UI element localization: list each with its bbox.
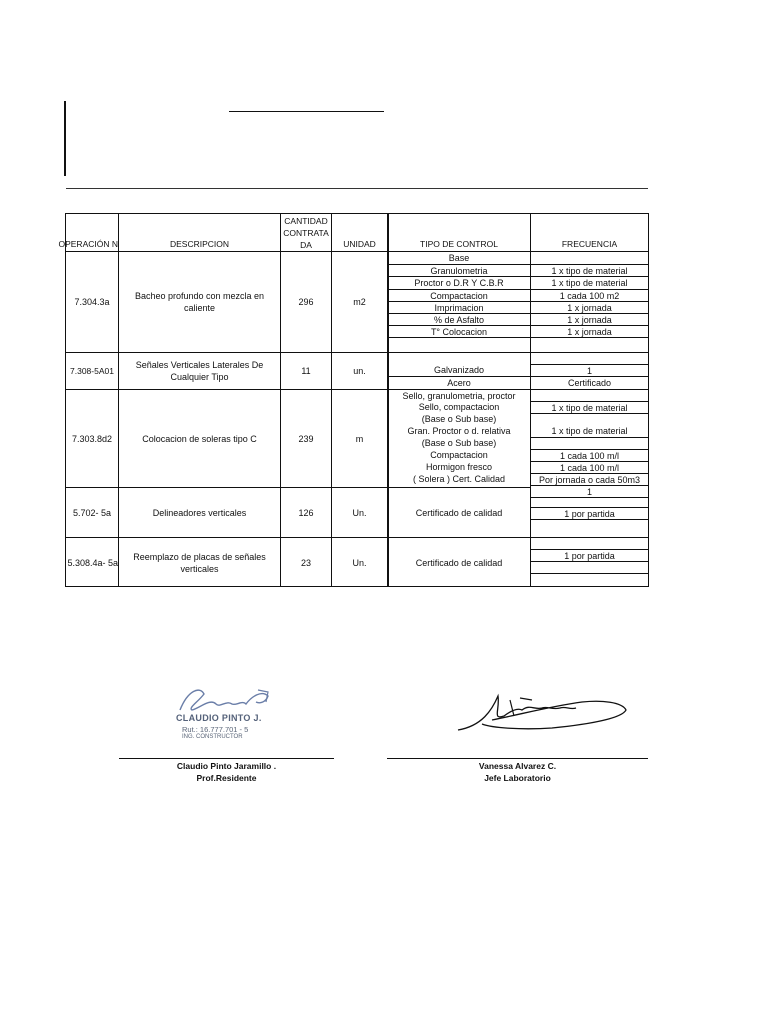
header-descripcion: DESCRIPCION [119,214,280,252]
left-signer-name: Claudio Pinto Jaramillo . [176,761,277,771]
tipo-control-cell: Base [448,253,470,263]
frecuencia-cell: 1 [531,485,648,497]
tipo-control-cell: Sello, granulometria, proctor [388,389,530,401]
header-cantidad-line: CANTIDAD [284,215,328,226]
left-signature-scribble [180,690,268,710]
descripcion-cell: Reemplazo de placas de señales verticales [119,537,280,588]
right-signer-name: Vanessa Alvarez C. [478,761,557,771]
left-signature-line [119,758,334,759]
tipo-control-cell: (Base o Sub base) [421,438,497,448]
operacion-cell: 7.304.3a [74,297,110,307]
frecuencia-empty [531,389,648,401]
frecuencia-cell: 1 x tipo de material [531,264,648,276]
header-cantidad-line: CONTRATA [283,227,329,238]
cantidad-column [280,213,332,587]
descripcion-cell: Bacheo profundo con mezcla en caliente [134,291,265,313]
frecuencia-cell: 1 x jornada [531,313,648,325]
unidad-cell: Un. [332,487,387,537]
descripcion-column [118,213,281,587]
frecuencia-empty [531,337,648,349]
frecuencia-empty [531,352,648,364]
operacion-column [58,213,119,587]
tipo-control-empty [388,352,530,364]
tipo-control-cell: Certificado de calidad [388,487,530,537]
tipo-control-cell: Galvanizado [433,365,485,375]
frecuencia-cell: 1 cada 100 m/l [531,449,648,461]
tipo-control-cell: T° Colocacion [388,325,530,337]
tipo-control-cell: Certificado de calidad [388,537,530,588]
frecuencia-cell: 1 x tipo de material [531,276,648,289]
operacion-cell: 7.303.8d2 [66,389,118,487]
tipo-control-cell: Gran. Proctor o d. relativa [407,426,511,436]
frecuencia-cell: 1 por partida [531,507,648,519]
right-signature [452,680,642,750]
unidad-column [331,213,388,587]
cantidad-cell: 11 [281,352,331,389]
frecuencia-cell: 1 x tipo de material [531,401,648,413]
frecuencia-column [530,213,649,587]
frecuencia-cell: 1 x jornada [531,325,648,337]
tipo-control-empty [388,337,530,349]
frecuencia-cell: 1 x jornada [531,301,648,313]
header-cantidad [281,214,331,252]
frecuencia-cell: 1 [531,364,648,376]
title-underline [229,111,384,112]
frecuencia-empty [531,537,648,549]
stamp-title: ING. CONSTRUCTOR [182,734,243,740]
tipo-control-cell: % de Asfalto [388,313,530,325]
tipo-control-cell: Proctor o D.R Y C.B.R [388,276,530,289]
operacion-cell: 7.308-5A01 [66,352,118,389]
unidad-cell: Un. [332,537,387,588]
header-frecuencia: FRECUENCIA [531,214,648,252]
cantidad-cell: 239 [281,389,331,487]
unidad-cell: un. [332,352,387,389]
stamp-name: CLAUDIO PINTO J. [176,713,262,723]
left-margin-bar [64,101,66,176]
cantidad-cell: 23 [281,537,331,588]
tipo-control-cell: Acero [388,376,530,389]
tipo-control-cell: Compactacion [430,450,488,460]
right-signature-scribble [458,696,626,730]
unidad-cell: m [332,389,387,487]
tipo-control-cell: Compactacion [388,289,530,301]
tipo-control-cell: Hormigon fresco [425,462,493,472]
header-unidad: UNIDAD [332,214,387,252]
header-divider [66,188,648,189]
frecuencia-cell: Por jornada o cada 50m3 [531,473,648,485]
operacion-cell: 5.702- 5a [66,487,118,537]
header-tipo-control: TIPO DE CONTROL [388,214,530,252]
descripcion-cell: Delineadores verticales [119,487,280,537]
unidad-cell: m2 [353,297,366,307]
tipo-control-cell: Imprimacion [388,301,530,313]
tipo-control-column [387,213,531,587]
header-operacion: OPERACIÓN N [66,214,118,252]
left-signer-role: Prof.Residente [196,773,257,783]
frecuencia-cell: 1 cada 100 m/l [531,461,648,473]
frecuencia-empty [531,252,648,264]
stamp-rut: Rut.: 16.777.701 - 5 [182,725,249,734]
cantidad-cell: 296 [298,297,314,307]
frecuencia-cell: 1 cada 100 m2 [531,289,648,301]
right-signature-line [387,758,648,759]
right-signer-role: Jefe Laboratorio [484,773,551,783]
frecuencia-empty [531,573,648,588]
descripcion-cell: Señales Verticales Laterales De Cualquier Tipo [119,352,280,389]
frecuencia-empty [531,413,648,425]
frecuencia-cell: 1 x tipo de material [551,426,628,436]
descripcion-cell: Colocacion de soleras tipo C [119,389,280,487]
tipo-control-cell: Granulometria [388,264,530,276]
frecuencia-cell: Certificado [531,376,648,389]
header-cantidad-line: DA [300,239,312,250]
frecuencia-empty [531,561,648,573]
tipo-control-cell: (Base o Sub base) [421,414,497,424]
tipo-control-cell: ( Solera ) Cert. Calidad [412,474,506,484]
frecuencia-cell: 1 por partida [531,549,648,561]
control-table [58,213,649,587]
operacion-cell: 5.308.4a- 5a [66,537,118,588]
frecuencia-empty [531,437,648,449]
cantidad-cell: 126 [281,487,331,537]
tipo-control-cell: Sello, compactacion [418,402,500,412]
frecuencia-empty [531,519,648,531]
